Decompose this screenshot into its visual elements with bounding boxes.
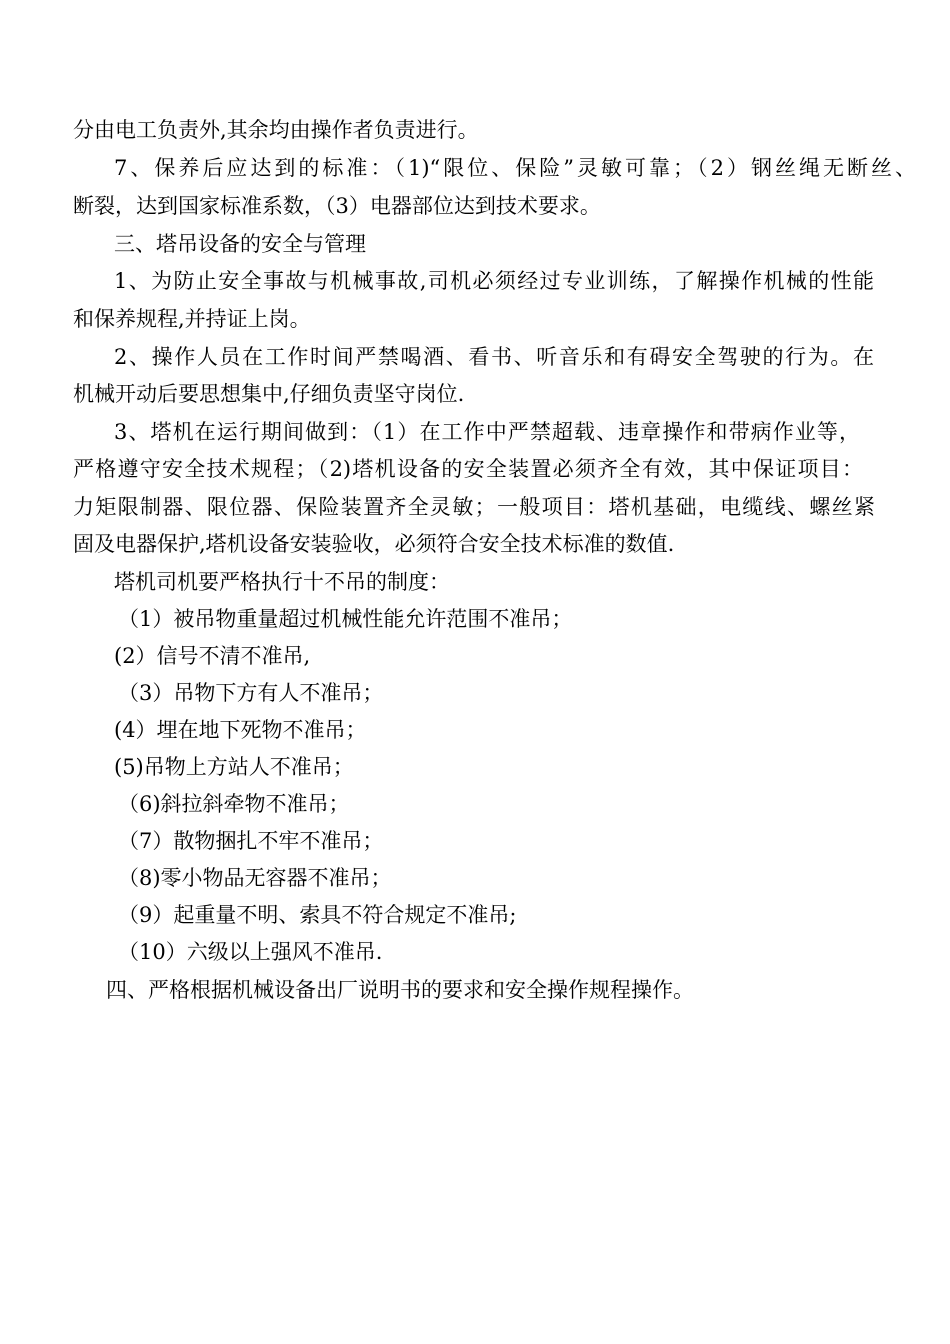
paragraph-line: 塔机司机要严格执行十不吊的制度： [114,570,450,594]
list-item: （6)斜拉斜牵物不准吊； [118,792,350,816]
list-item: (4）埋在地下死物不准吊； [114,718,367,742]
paragraph-line: 机械开动后要思想集中,仔细负责坚守岗位. [73,382,465,406]
paragraph-line: 2、操作人员在工作时间严禁喝酒、看书、听音乐和有碍安全驾驶的行为。在 [114,345,874,369]
list-item: （7）散物捆扎不牢不准吊； [118,829,384,853]
paragraph-line: 分由电工负责外,其余均由操作者负责进行。 [73,118,479,142]
section-heading: 三、塔吊设备的安全与管理 [114,232,366,256]
paragraph-line: 固及电器保护,塔机设备安装验收，必须符合安全技术标准的数值. [73,532,675,556]
paragraph-line: 力矩限制器、限位器、保险装置齐全灵敏；一般项目：塔机基础，电缆线、螺丝紧 [73,495,875,519]
list-item: （10）六级以上强风不准吊. [118,940,383,964]
paragraph-line: 1、为防止安全事故与机械事故,司机必须经过专业训练，了解操作机械的性能 [114,269,874,293]
list-item: (2）信号不清不准吊, [114,644,311,668]
paragraph-line: 7、保养后应达到的标准：（1)“限位、保险”灵敏可靠；（2）钢丝绳无断丝、 [114,156,916,180]
list-item: （3）吊物下方有人不准吊； [118,681,384,705]
list-item: （9）起重量不明、索具不符合规定不准吊; [118,903,517,927]
list-item: (5)吊物上方站人不准吊； [114,755,354,779]
paragraph-line: 3、塔机在运行期间做到：（1）在工作中严禁超载、违章操作和带病作业等， [114,420,860,444]
list-item: （1）被吊物重量超过机械性能允许范围不准吊； [118,607,573,631]
paragraph-line: 和保养规程,并持证上岗。 [73,307,311,331]
paragraph-line: 严格遵守安全技术规程；（2)塔机设备的安全装置必须齐全有效，其中保证项目： [73,457,863,481]
paragraph-line: 断裂，达到国家标准系数，（3）电器部位达到技术要求。 [73,194,601,218]
section-heading: 四、严格根据机械设备出厂说明书的要求和安全操作规程操作。 [106,978,694,1002]
list-item: （8)零小物品无容器不准吊； [118,866,392,890]
